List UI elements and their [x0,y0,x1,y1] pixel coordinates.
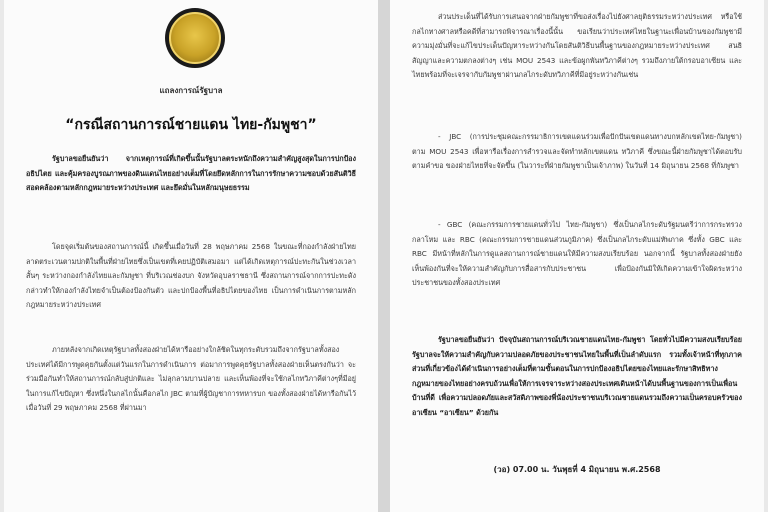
paragraph-gbc: - GBC (คณะกรรมการชายแดนทั่วไป ไทย-กัมพูชา) ซึ่งเป็นกลไกระดับรัฐมนตรีว่าการกระทรวงกลาโหม และ RBC (คณะกรรมการชายแดนส่วนภูมิภาค) ซึ่งเป็นกลไกระดับแม่ทัพภาค ซึ่งทั้ง GBC และ RBC มีหน้าที่หลักในการดูแลสถานการณ์ชายแดนให้มีความสงบเรียบร้อย นอกจากนี้ รัฐบาลทั้งสองฝ่ายยังเห็นพ้องกันที่จะให้ความสำคัญกับการสื่อสารกับประชาชน เพื่อป้องกันมิให้เกิดความเข้าใจผิดระหว่างประชาชนของทั้งสองประเทศ [412,220,742,287]
dateline: (วอ) 07.00 น. วันพุธที่ 4 มิถุนายน พ.ศ.2568 [493,465,661,474]
left-page [4,0,378,512]
paragraph: รัฐบาลขอยืนยันว่า ปัจจุบันสถานการณ์บริเวณชายแดนไทย-กัมพูชา โดยทั่วไปมีความสงบเรียบร้อย รัฐบาลจะให้ความสำคัญกับความปลอดภัยของประชาชนไทยในพื้นที่เป็นลำดับแรก รวมทั้งเจ้าหน้าที่ทุกภาคส่วนที่เกี่ยวข้องได้ดำเนินการอย่างเต็มที่ตามขั้นตอนในการปกป้องอธิปไตยของไทยและรักษาสิทธิทางกฎหมายของไทยอย่างครบถ้วนเพื่อให้การเจรจาระหว่างสองประเทศเดินหน้าได้บนพื้นฐานของการเป็นเพื่อนบ้านที่ดี เพื่อความปลอดภัยและสวัสดิภาพของพี่น้องประชาชนบริเวณชายแดนรวมถึงความเป็นครอบครัวของอาเซียน “อาเซียน” ด้วยกัน [412,335,742,417]
paragraph: โดยจุดเริ่มต้นของสถานการณ์นี้ เกิดขึ้นเมื่อวันที่ 28 พฤษภาคม 2568 ในขณะที่กองกำลังฝ่ายไทยลาดตระเวนตามปกติในพื้นที่ฝ่ายไทยซึ่งเป็นเขตที่เคยปฏิบัติเสมอมา แต่ได้เกิดเหตุการณ์ปะทะกันในช่วงเวลาสั้นๆ ระหว่างกองกำลังไทยและกัมพูชา ที่บริเวณช่องบก จังหวัดอุบลราชธานี ซึ่งสถานการณ์จากการปะทะดังกล่าวทำให้กองกำลังไทยจำเป็นต้องป้องกันตัว และปกป้องพื้นที่อธิปไตยของไทย เป็นการดำเนินการตามหลักกฎหมายระหว่างประเทศ [26,242,356,309]
paragraph: ภายหลังจากเกิดเหตุรัฐบาลทั้งสองฝ่ายได้หารืออย่างใกล้ชิดในทุกระดับรวมถึงจากรัฐบาลทั้งสองประเทศได้มีการพูดคุยกันตั้งแต่วันแรกในการดำเนินการ ต่อมาการพูดคุยรัฐบาลทั้งสองฝ่ายเห็นตรงกันว่า จะร่วมมือกันทำให้สถานการณ์กลับสู่ปกติและ ไม่ลุกลามบานปลาย และเห็นพ้องที่จะใช้กลไกทวิภาคีต่างๆที่มีอยู่ในการแก้ไขปัญหา ซึ่งหนึ่งในกลไกนั้นคือกลไก JBC ตามที่ผู้บัญชาการทหารบก ของทั้งสองฝ่ายได้หารือกันไว้เมื่อวันที่ 29 พฤษภาคม 2568 ที่ผ่านมา [26,345,356,412]
paragraph-jbc: - JBC (การประชุมคณะกรรมาธิการเขตแดนร่วมเพื่อปักปันเขตแดนทางบกหลักเขตไทย-กัมพูชา) ตาม MOU 2543 เพื่อหารือเรื่องการสำรวจและจัดทำหลักเขตแดน ทวิภาคี ซึ่งขณะนี้ฝ่ายกัมพูชาได้ตอบรับตามคำขอ ของฝ่ายไทยที่จะจัดขึ้น (ในวาระที่ฝ่ายกัมพูชาเป็นเจ้าภาพ) ในวันที่ 14 มิถุนายน 2568 ที่กัมพูชา [412,132,742,170]
statement-title: “กรณีสถานการณ์ชายแดน ไทย-กัมพูชา” [65,117,317,133]
government-seal-icon [165,8,225,68]
right-page [390,0,764,512]
paragraph: รัฐบาลขอยืนยันว่า จากเหตุการณ์ที่เกิดขึ้นนั้นรัฐบาลตระหนักถึงความสำคัญสูงสุดในการปกป้องอธิปไตย และคุ้มครองบูรณภาพของดินแดนไทยอย่างเต็มที่โดยยึดหลักการในการรักษาความชอบด้วยสันติวิธี สอดคล้องตามหลักกฎหมายระหว่างประเทศ และยึดมั่นในหลักมนุษยธรรม [26,154,356,192]
office-label: แถลงการณ์รัฐบาล [159,86,223,95]
page-gutter [378,0,390,512]
paragraph: ส่วนประเด็นที่ได้รับการเสนอจากฝ่ายกัมพูชาที่ขอส่งเรื่องไปยังศาลยุติธรรมระหว่างประเทศ หรือใช้กลไกทางศาลหรือคดีที่สามารถพิจารณาเรื่องนี้นั้น ขอเรียนว่าประเทศไทยในฐานะเพื่อนบ้านของกัมพูชามีความมุ่งมั่นที่จะแก้ไขประเด็นปัญหาระหว่างกันโดยสันติวิธีบนพื้นฐานของกฎหมายระหว่างประเทศ สนธิสัญญาและความตกลงต่างๆ เช่น MOU 2543 และข้อผูกพันทวิภาคีต่างๆ รวมถึงภายใต้กรอบอาเซียน และไทยพร้อมที่จะเจรจากับกัมพูชาผ่านกลไกระดับทวิภาคีที่มีอยู่ระหว่างกันเช่น [412,12,742,79]
